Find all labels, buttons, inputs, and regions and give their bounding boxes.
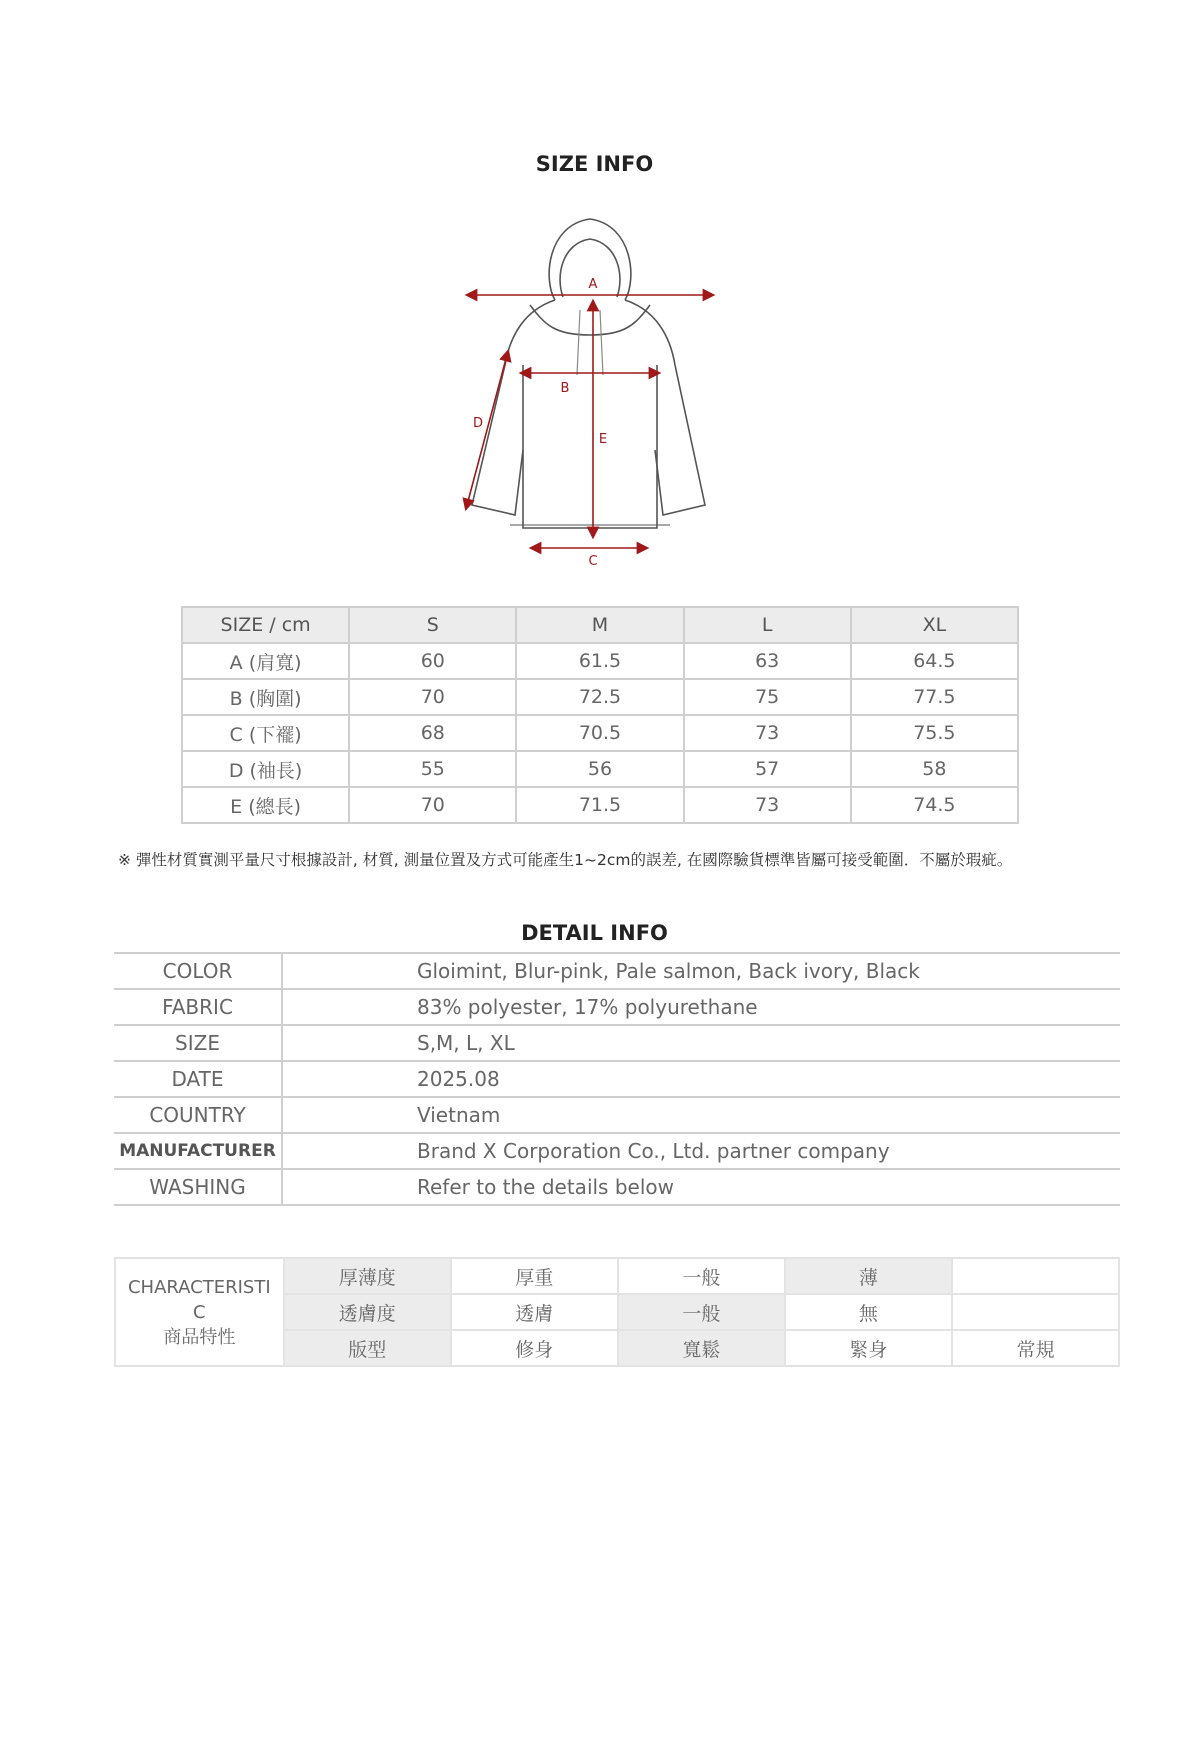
table-cell: 63 xyxy=(684,643,851,679)
detail-table xyxy=(114,952,1120,1206)
characteristic-label-zh: 商品特性 xyxy=(163,1326,236,1348)
characteristic-option-selected: 薄 xyxy=(785,1258,952,1294)
characteristic-option: 常規 xyxy=(952,1330,1119,1366)
table-cell: 71.5 xyxy=(516,787,683,823)
table-cell: 58 xyxy=(851,751,1018,787)
table-cell: 57 xyxy=(684,751,851,787)
table-cell: 73 xyxy=(684,715,851,751)
table-cell: 70 xyxy=(349,679,516,715)
table-cell: 68 xyxy=(349,715,516,751)
header-cell: M xyxy=(516,607,683,643)
characteristic-option xyxy=(952,1258,1119,1294)
table-cell: 60 xyxy=(349,643,516,679)
table-cell: 70 xyxy=(349,787,516,823)
table-cell: 74.5 xyxy=(851,787,1018,823)
characteristic-option: 修身 xyxy=(451,1330,618,1366)
measurement-note: ※ 彈性材質實測平量尺寸根據設計, 材質, 測量位置及方式可能產生1~2cm的誤差, 在國際驗貨標準皆屬可接受範圍．不屬於瑕疵。 xyxy=(118,851,1013,869)
table-row xyxy=(182,715,1018,751)
table-cell: 75.5 xyxy=(851,715,1018,751)
characteristic-option: 緊身 xyxy=(785,1330,952,1366)
detail-row-washing xyxy=(114,1169,1120,1205)
table-cell: D (袖長) xyxy=(182,751,349,787)
table-cell: 55 xyxy=(349,751,516,787)
detail-key: FABRIC xyxy=(114,989,282,1025)
detail-value: Refer to the details below xyxy=(282,1169,1120,1205)
table-cell: E (總長) xyxy=(182,787,349,823)
size-table xyxy=(181,606,1019,824)
table-cell: 64.5 xyxy=(851,643,1018,679)
characteristic-attr: 版型 xyxy=(284,1330,451,1366)
table-cell: B (胸圍) xyxy=(182,679,349,715)
detail-key: MANUFACTURER xyxy=(114,1133,282,1169)
table-row xyxy=(182,787,1018,823)
characteristic-attr: 厚薄度 xyxy=(284,1258,451,1294)
characteristic-option: 一般 xyxy=(618,1258,785,1294)
detail-value: S,M, L, XL xyxy=(282,1025,1120,1061)
characteristic-option xyxy=(952,1294,1119,1330)
table-cell: 72.5 xyxy=(516,679,683,715)
detail-value: Brand X Corporation Co., Ltd. partner company xyxy=(282,1133,1120,1169)
characteristic-table xyxy=(114,1257,1120,1367)
detail-row-country xyxy=(114,1097,1120,1133)
table-cell: 77.5 xyxy=(851,679,1018,715)
characteristic-label-en-2: C xyxy=(193,1301,206,1323)
size-info-title: SIZE INFO xyxy=(535,152,654,176)
table-row xyxy=(182,751,1018,787)
table-row xyxy=(182,679,1018,715)
detail-value: 2025.08 xyxy=(282,1061,1120,1097)
detail-key: DATE xyxy=(114,1061,282,1097)
table-cell: C (下襬) xyxy=(182,715,349,751)
characteristic-option-selected: 寬鬆 xyxy=(618,1330,785,1366)
table-cell: A (肩寬) xyxy=(182,643,349,679)
header-cell: SIZE / cm xyxy=(182,607,349,643)
characteristic-attr: 透膚度 xyxy=(284,1294,451,1330)
detail-value: Vietnam xyxy=(282,1097,1120,1133)
detail-row-size xyxy=(114,1025,1120,1061)
header-cell: XL xyxy=(851,607,1018,643)
label-d: D xyxy=(472,416,484,431)
detail-key: WASHING xyxy=(114,1169,282,1205)
label-e: E xyxy=(598,432,608,447)
detail-key: COLOR xyxy=(114,953,282,989)
detail-row-date xyxy=(114,1061,1120,1097)
label-b: B xyxy=(560,381,570,396)
detail-key: SIZE xyxy=(114,1025,282,1061)
table-row xyxy=(182,643,1018,679)
table-cell: 70.5 xyxy=(516,715,683,751)
characteristic-option: 厚重 xyxy=(451,1258,618,1294)
measure-lines xyxy=(467,295,709,548)
label-c: C xyxy=(588,554,598,565)
detail-value: Gloimint, Blur-pink, Pale salmon, Back ivory, Black xyxy=(282,953,1120,989)
label-a: A xyxy=(588,277,598,292)
table-cell: 75 xyxy=(684,679,851,715)
detail-info-title: DETAIL INFO xyxy=(521,921,668,945)
table-cell: 73 xyxy=(684,787,851,823)
hoodie-measurement-diagram xyxy=(455,215,725,565)
table-cell: 61.5 xyxy=(516,643,683,679)
characteristic-option: 無 xyxy=(785,1294,952,1330)
header-cell: S xyxy=(349,607,516,643)
header-cell: L xyxy=(684,607,851,643)
detail-row-color xyxy=(114,953,1120,989)
characteristic-row-thickness xyxy=(115,1258,1119,1294)
size-table-header xyxy=(182,607,1018,643)
detail-row-fabric xyxy=(114,989,1120,1025)
table-cell: 56 xyxy=(516,751,683,787)
characteristic-option-selected: 一般 xyxy=(618,1294,785,1330)
detail-key: COUNTRY xyxy=(114,1097,282,1133)
detail-value: 83% polyester, 17% polyurethane xyxy=(282,989,1120,1025)
characteristic-label-en: CHARACTERISTI xyxy=(127,1276,271,1298)
detail-row-manufacturer xyxy=(114,1133,1120,1169)
characteristic-option: 透膚 xyxy=(451,1294,618,1330)
characteristic-label xyxy=(115,1258,284,1366)
